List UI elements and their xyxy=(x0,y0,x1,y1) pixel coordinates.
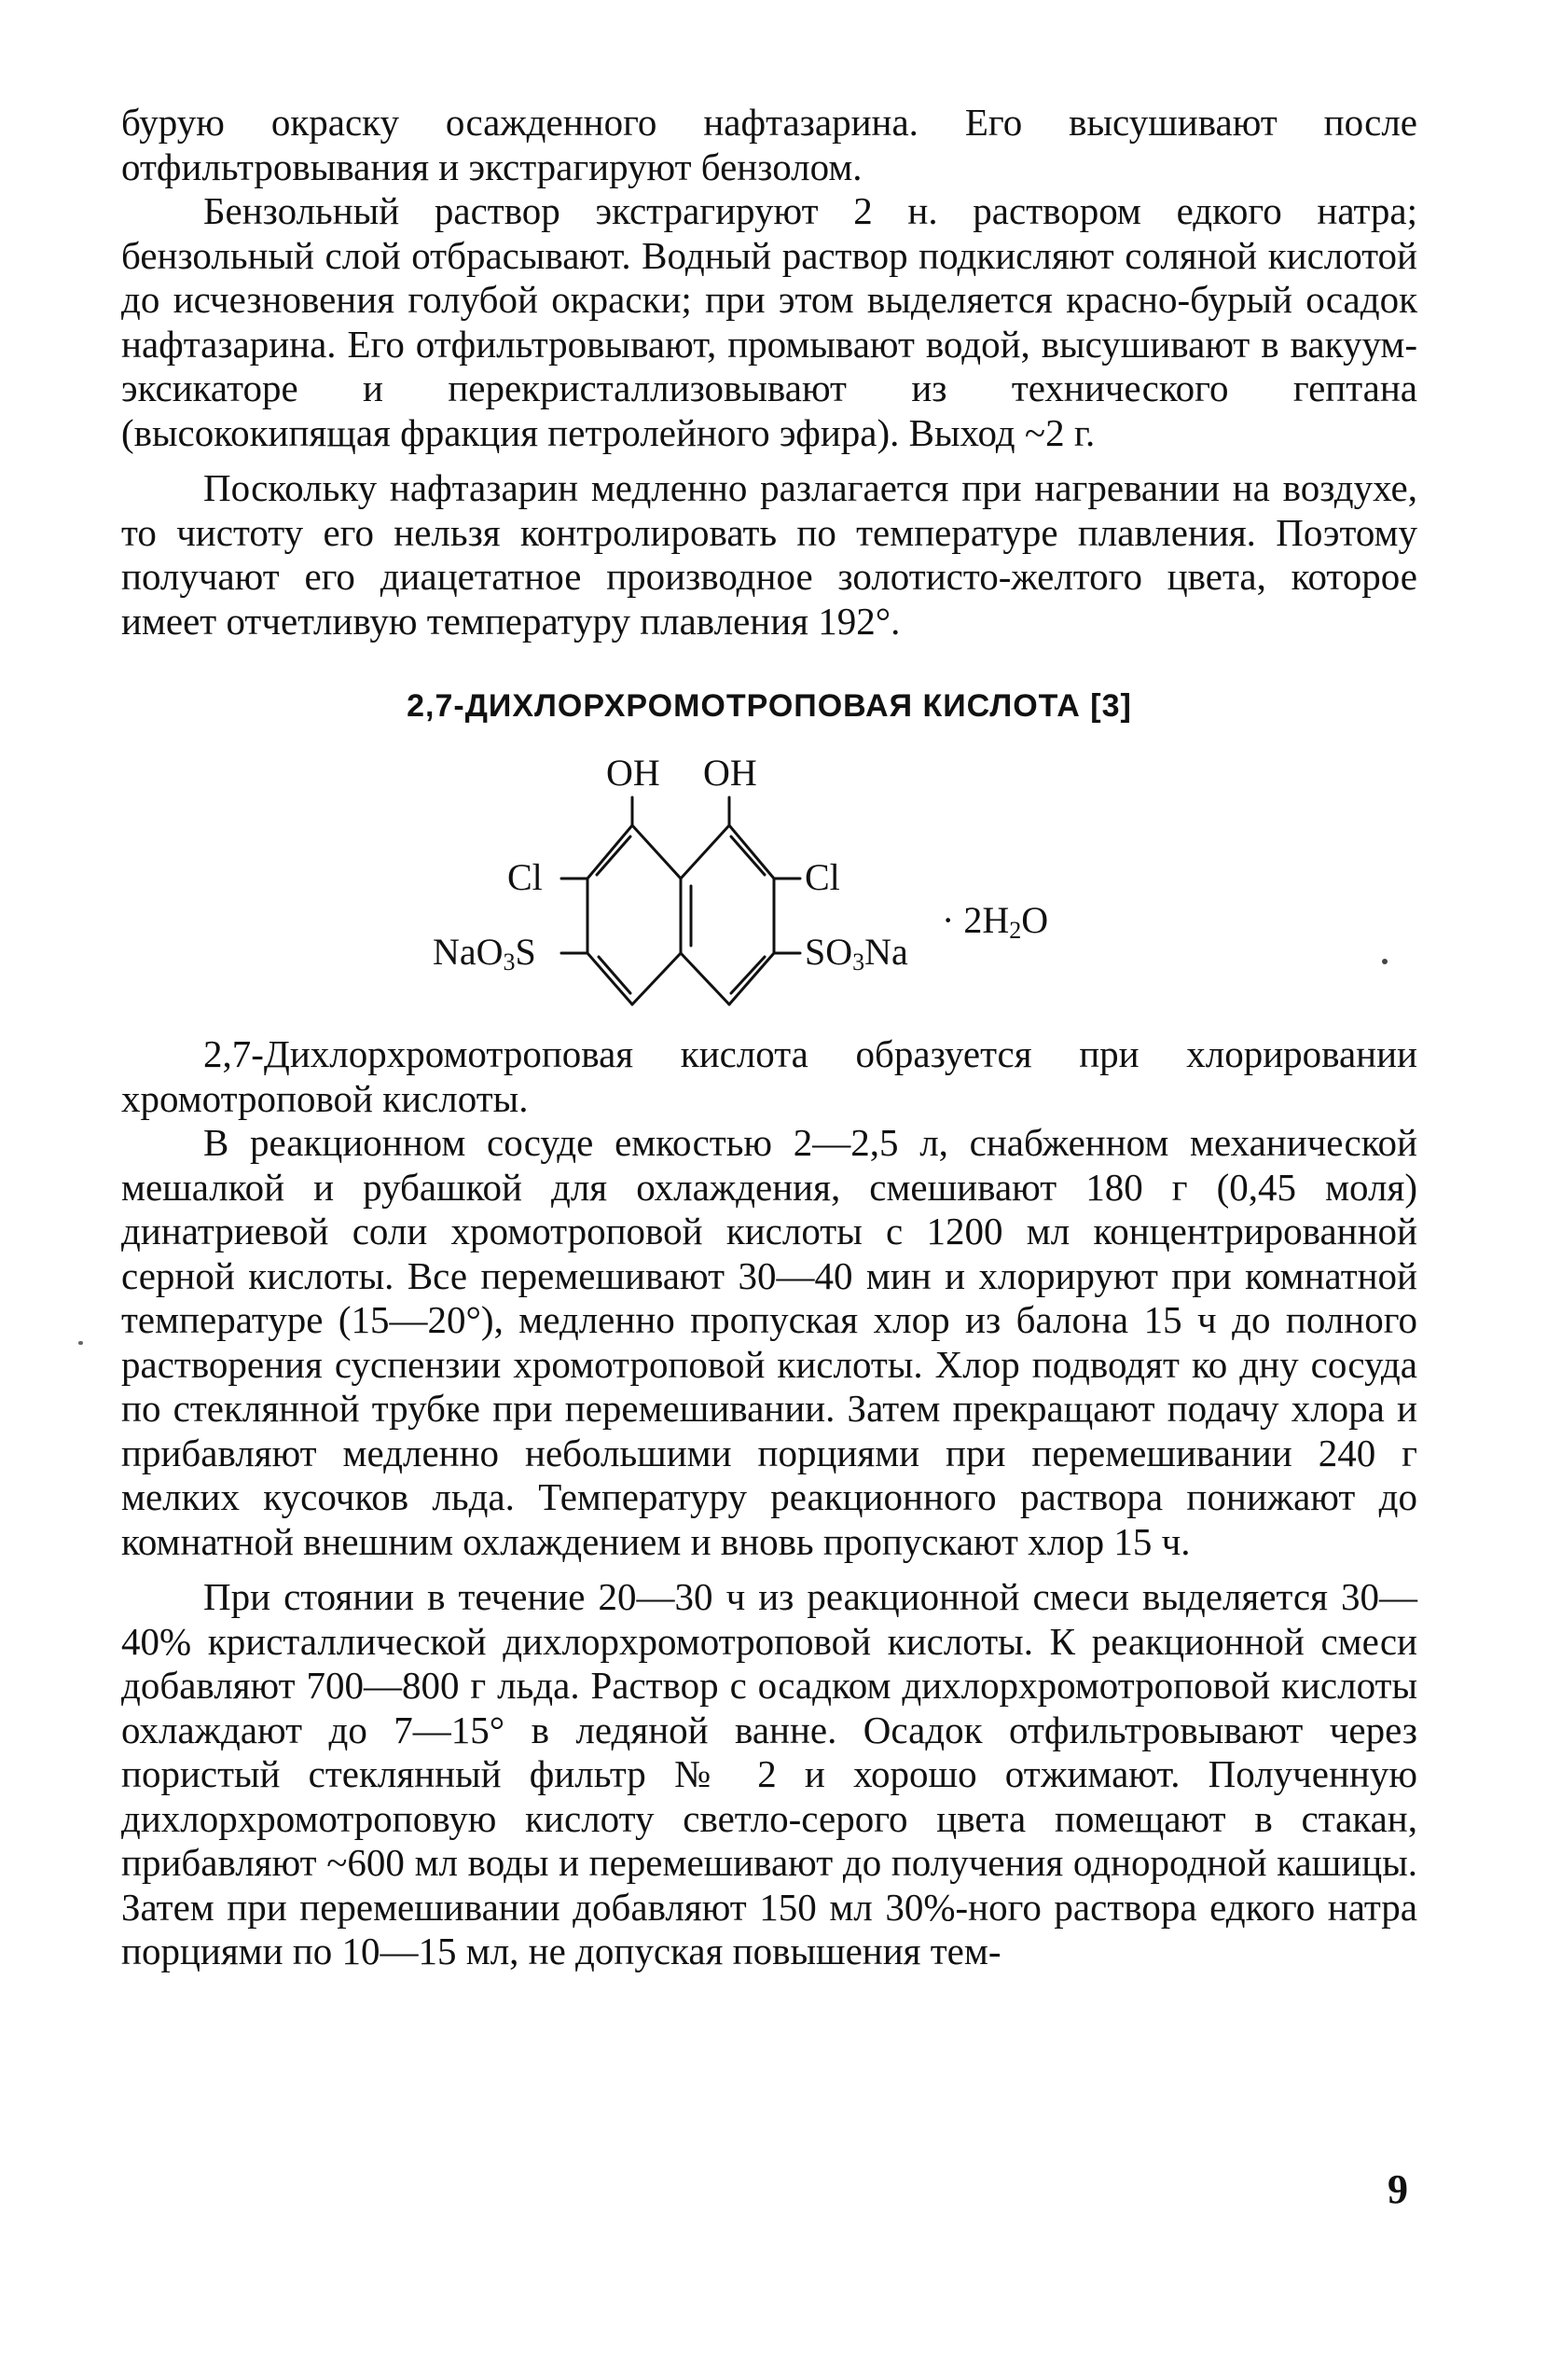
cl-label-left: Cl xyxy=(507,856,543,898)
paragraph-procedure: В реакционном сосуде емкостью 2—2,5 л, снабженном механической мешалкой и рубашкой для охлаждения, смешивают 180 г (0,45 моля) динатриевой соли хромотроповой кислоты с 1200 мл концентрированной серной кислоты. Все перемешивают 30—40 мин и хлорируют при комнатной температуре (15—20°), медленно пропуская хлор из балона 15 ч до полного растворения суспензии хромотроповой кислоты. Хлор подводят ко дну сосуда по стеклянной трубке при перемешивании. Затем прекращают подачу хлора и прибавляют медленно небольшими порциями при перемешивании 240 г мелких кусочков льда. Температуру реакционного раствора понижают до комнатной внешним охлаждением и вновь пропускают хлор 15 ч. xyxy=(121,1121,1417,1563)
stray-mark xyxy=(1382,959,1388,964)
sulfonate-label-left: NaO$_3$S xyxy=(433,931,536,976)
structural-formula xyxy=(121,753,1417,1023)
cl-label-right: Cl xyxy=(805,856,840,898)
oh-label-left: OH xyxy=(606,752,660,794)
paragraph-formation: 2,7-Дихлорхромотроповая кислота образуется при хлорировании хромотроповой кислоты. xyxy=(121,1032,1417,1120)
paragraph-isolation: При стоянии в течение 20—30 ч из реакционной смеси выделяется 30—40% кристаллической дихлорхромотроповой кислоты. К реакционной смеси добавляют 700—800 г льда. Раствор с осадком дихлорхромотроповой кислоты охлаждают до 7—15° в ледяной ванне. Осадок отфильтровывают через пористый стеклянный фильтр № 2 и хорошо отжимают. Полученную дихлорхромотроповую кислоту светло-серого цвета помещают в стакан, прибавляют ~600 мл воды и перемешивают до получения однородной кашицы. Затем при перемешивании добавляют 150 мл 30%-ного раствора едкого натра порциями по 10—15 мл, не допуская повышения тем- xyxy=(121,1575,1417,1972)
naphthalene-ring-diagram xyxy=(121,753,1417,1023)
page-number: 9 xyxy=(1388,2166,1408,2212)
paragraph-naphthazarin-purity: Поскольку нафтазарин медленно разлагается при нагревании на воздухе, то чистоту его нельзя контролировать по температуре плавления. Поэтому получают его диацетатное производное золотисто-желтого цвета, которое имеет отчетливую температуру плавления 192°. xyxy=(121,466,1417,643)
section-heading: 2,7-ДИХЛОРХРОМОТРОПОВАЯ КИСЛОТА [3] xyxy=(407,688,1132,724)
paragraph-extraction: Бензольный раствор экстрагируют 2 н. раствором едкого натра; бензольный слой отбрасывают. Водный раствор подкисляют соляной кислотой до исчезновения голубой окраски; при этом выделяется красно-бурый осадок нафтазарина. Его отфильтровывают, промывают водой, высушивают в вакуум-эксикаторе и перекристаллизовывают из технического гептана (высококипящая фракция петролейного эфира). Выход ~2 г. xyxy=(121,189,1417,454)
sulfonate-label-right: $SO_3Na$ xyxy=(805,931,908,976)
oh-label-right: OH xyxy=(703,752,757,794)
paragraph-continuation: бурую окраску осажденного нафтазарина. Его высушивают после отфильтровывания и экстрагируют бензолом. xyxy=(121,101,1417,188)
hydrate-label: · $2H_2O$ xyxy=(942,899,1049,944)
stray-mark xyxy=(78,1341,83,1345)
page-body xyxy=(121,101,1417,1974)
